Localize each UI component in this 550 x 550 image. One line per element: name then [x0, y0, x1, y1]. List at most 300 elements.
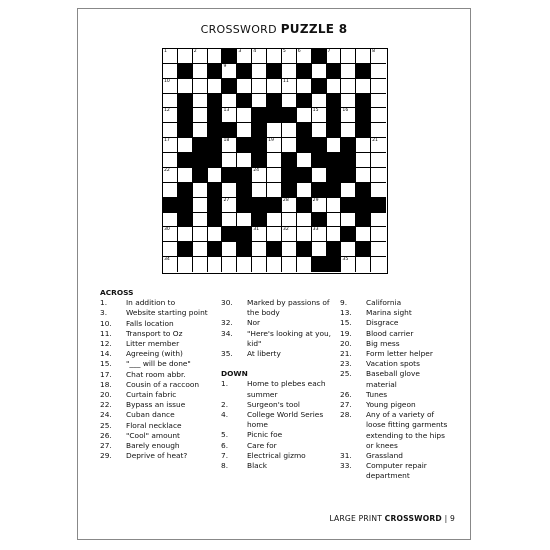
clue-item-number: 21. [340, 349, 352, 359]
clue-number: 4 [253, 49, 257, 54]
clue-item-number: 9. [340, 298, 348, 307]
grid-cell[interactable] [282, 49, 297, 64]
grid-cell[interactable] [267, 183, 282, 198]
clue-item-text: Disgrace [366, 318, 399, 328]
grid-cell[interactable] [341, 213, 356, 228]
grid-cell[interactable] [163, 153, 178, 168]
grid-cell[interactable] [312, 198, 327, 213]
grid-cell[interactable] [163, 257, 178, 272]
grid-cell[interactable] [178, 49, 193, 64]
grid-block [341, 168, 356, 183]
grid-cell[interactable] [163, 213, 178, 228]
clue-item-text: Black [247, 461, 267, 471]
grid-cell[interactable] [356, 49, 371, 64]
grid-cell[interactable] [237, 123, 252, 138]
clue-item-number: 1. [221, 379, 229, 389]
clue-item [340, 318, 452, 328]
clue-number: 28 [282, 197, 289, 203]
clue-item-number: 20. [100, 390, 112, 400]
grid-cell[interactable] [312, 108, 327, 123]
grid-block [237, 64, 252, 79]
clue-item-number: 26. [100, 430, 112, 440]
grid-block [222, 168, 237, 183]
grid-cell[interactable] [297, 257, 312, 272]
grid-cell[interactable] [193, 213, 208, 228]
grid-cell[interactable] [341, 79, 356, 94]
clue-item [340, 390, 452, 400]
clue-number: 30 [164, 227, 170, 233]
grid-cell[interactable] [282, 123, 297, 138]
clue-item [221, 400, 333, 410]
clue-number: 17 [164, 138, 170, 144]
clue-item-number: 11. [100, 328, 112, 338]
clue-item [100, 380, 214, 390]
clue-item-text: Floral necklace [126, 420, 182, 430]
grid-cell[interactable] [178, 168, 193, 183]
grid-block [282, 168, 297, 183]
grid-block [222, 79, 237, 94]
grid-block [312, 138, 327, 153]
grid-cell[interactable] [282, 79, 297, 94]
grid-cell[interactable] [312, 168, 327, 183]
grid-block [282, 108, 297, 123]
footer-bold: CROSSWORD [384, 514, 442, 523]
grid-cell[interactable] [297, 79, 312, 94]
grid-cell[interactable] [222, 153, 237, 168]
grid-cell[interactable] [341, 123, 356, 138]
clue-item [100, 308, 214, 318]
clue-number: 12 [164, 108, 170, 114]
clue-number: 29 [312, 197, 319, 203]
clue-number: 18 [223, 138, 230, 144]
grid-cell[interactable] [252, 227, 267, 242]
grid-cell[interactable] [222, 242, 237, 257]
clue-item-text: Cuban dance [126, 410, 175, 420]
grid-cell[interactable] [297, 153, 312, 168]
grid-block [327, 242, 342, 257]
grid-cell[interactable] [371, 138, 386, 153]
clue-item-number: 32. [221, 318, 233, 328]
grid-block [237, 168, 252, 183]
grid-block [297, 198, 312, 213]
grid-cell[interactable] [327, 198, 342, 213]
grid-cell[interactable] [371, 123, 386, 138]
grid-cell[interactable] [178, 257, 193, 272]
grid-cell[interactable] [163, 183, 178, 198]
grid-cell[interactable] [252, 64, 267, 79]
grid-cell[interactable] [208, 227, 223, 242]
grid-cell[interactable] [267, 79, 282, 94]
clue-item-text: Litter member [126, 339, 180, 349]
grid-cell[interactable] [356, 168, 371, 183]
grid-cell[interactable] [371, 242, 386, 257]
grid-cell[interactable] [193, 257, 208, 272]
grid-block [356, 242, 371, 257]
grid-block [237, 242, 252, 257]
grid-block [252, 213, 267, 228]
grid-block [178, 123, 193, 138]
clue-item-text: Tunes [366, 389, 388, 399]
clue-item-number: 3. [100, 308, 108, 318]
grid-cell[interactable] [341, 242, 356, 257]
grid-cell[interactable] [327, 49, 342, 64]
grid-cell[interactable] [327, 213, 342, 228]
grid-cell[interactable] [267, 168, 282, 183]
grid-cell[interactable] [371, 64, 386, 79]
across-column-2 [221, 298, 333, 471]
clue-item-number: 26. [340, 389, 352, 399]
clue-item [340, 369, 452, 389]
grid-cell[interactable] [341, 108, 356, 123]
clue-number: 25 [342, 167, 349, 173]
clue-item-number: 18. [100, 379, 112, 389]
grid-block [341, 198, 356, 213]
clue-item-number: 22. [100, 400, 112, 410]
clue-item-text: Any of a variety of loose fitting garments extending to the hips or knees [366, 410, 448, 450]
clue-number: 24 [253, 167, 260, 173]
grid-cell[interactable] [193, 49, 208, 64]
grid-block [356, 64, 371, 79]
grid-cell[interactable] [252, 257, 267, 272]
grid-cell[interactable] [341, 64, 356, 79]
grid-cell[interactable] [371, 79, 386, 94]
clue-number: 7 [327, 49, 331, 54]
grid-block [237, 198, 252, 213]
clue-number: 22 [164, 167, 170, 173]
grid-cell[interactable] [237, 49, 252, 64]
clue-item-number: 19. [340, 328, 352, 338]
grid-cell[interactable] [312, 64, 327, 79]
grid-cell[interactable] [267, 153, 282, 168]
grid-block [193, 153, 208, 168]
grid-block [297, 138, 312, 153]
clue-item-text: At liberty [247, 349, 281, 359]
clue-item-text: In addition to [126, 298, 176, 308]
clue-number: 33 [312, 227, 319, 233]
grid-cell[interactable] [327, 138, 342, 153]
grid-cell[interactable] [193, 242, 208, 257]
grid-block [267, 64, 282, 79]
grid-cell[interactable] [267, 227, 282, 242]
grid-block [178, 213, 193, 228]
grid-cell[interactable] [267, 123, 282, 138]
grid-cell[interactable] [312, 94, 327, 109]
clue-number: 3 [238, 49, 242, 54]
clue-item-text: Marked by passions of the body [247, 298, 330, 318]
grid-cell[interactable] [163, 49, 178, 64]
grid-cell[interactable] [163, 108, 178, 123]
grid-cell[interactable] [282, 64, 297, 79]
clue-item-text: Transport to Oz [126, 328, 183, 338]
grid-block [371, 198, 386, 213]
grid-block [222, 227, 237, 242]
grid-block [222, 49, 237, 64]
clue-item [221, 461, 333, 471]
grid-block [222, 123, 237, 138]
grid-cell[interactable] [178, 227, 193, 242]
grid-block [237, 183, 252, 198]
clue-number: 8 [372, 49, 376, 54]
grid-block [297, 168, 312, 183]
clue-number: 34 [164, 257, 170, 263]
grid-cell[interactable] [222, 94, 237, 109]
grid-block [208, 153, 223, 168]
clue-item-text: Young pigeon [366, 400, 416, 410]
grid-cell[interactable] [371, 94, 386, 109]
grid-cell[interactable] [193, 79, 208, 94]
grid-block [267, 198, 282, 213]
clue-item-text: Curtain fabric [126, 390, 177, 400]
grid-block [327, 94, 342, 109]
grid-cell[interactable] [178, 138, 193, 153]
grid-cell[interactable] [252, 168, 267, 183]
clue-item-text: Big mess [366, 338, 400, 348]
grid-cell[interactable] [297, 108, 312, 123]
clue-item-number: 25. [340, 369, 352, 379]
clue-item-text: Surgeon's tool [247, 399, 300, 409]
clue-item [221, 379, 333, 399]
clue-item [221, 451, 333, 461]
clue-number: 5 [282, 49, 286, 54]
grid-cell[interactable] [282, 198, 297, 213]
grid-block [163, 198, 178, 213]
grid-block [282, 183, 297, 198]
clue-item-text: Baseball glove material [366, 369, 420, 389]
grid-block [312, 257, 327, 272]
clue-item-number: 27. [340, 400, 352, 410]
grid-cell[interactable] [282, 227, 297, 242]
grid-cell[interactable] [163, 64, 178, 79]
grid-cell[interactable] [356, 257, 371, 272]
grid-cell[interactable] [267, 257, 282, 272]
grid-cell[interactable] [163, 138, 178, 153]
clue-item [100, 359, 214, 369]
grid-cell[interactable] [193, 108, 208, 123]
grid-cell[interactable] [356, 138, 371, 153]
grid-cell[interactable] [237, 153, 252, 168]
grid-cell[interactable] [222, 198, 237, 213]
grid-cell[interactable] [282, 213, 297, 228]
grid-cell[interactable] [208, 168, 223, 183]
grid-cell[interactable] [341, 49, 356, 64]
clue-item-number: 1. [100, 298, 108, 308]
grid-block [282, 153, 297, 168]
grid-block [327, 183, 342, 198]
grid-cell[interactable] [267, 138, 282, 153]
clue-item-number: 7. [221, 450, 229, 460]
grid-block [208, 94, 223, 109]
clue-item-number: 6. [221, 440, 229, 450]
grid-cell[interactable] [193, 227, 208, 242]
grid-cell[interactable] [193, 123, 208, 138]
clue-item-number: 10. [100, 318, 112, 328]
grid-block [208, 213, 223, 228]
grid-block [297, 64, 312, 79]
grid-cell[interactable] [237, 213, 252, 228]
grid-cell[interactable] [327, 227, 342, 242]
grid-cell[interactable] [193, 183, 208, 198]
clue-item-text: Bypass an issue [126, 400, 186, 410]
grid-cell[interactable] [282, 138, 297, 153]
grid-cell[interactable] [312, 242, 327, 257]
grid-cell[interactable] [222, 138, 237, 153]
grid-block [356, 94, 371, 109]
grid-block [356, 198, 371, 213]
grid-cell[interactable] [237, 108, 252, 123]
grid-cell[interactable] [222, 213, 237, 228]
grid-cell[interactable] [297, 213, 312, 228]
grid-cell[interactable] [222, 108, 237, 123]
grid-cell[interactable] [371, 183, 386, 198]
grid-cell[interactable] [208, 49, 223, 64]
clue-number: 19 [268, 138, 274, 144]
grid-block [312, 49, 327, 64]
clue-item [100, 349, 214, 359]
grid-cell[interactable] [371, 227, 386, 242]
grid-cell[interactable] [252, 183, 267, 198]
clue-item-text: "___ will be done" [126, 359, 191, 369]
grid-block [252, 198, 267, 213]
clue-number: 10 [164, 78, 170, 84]
clue-item-number: 12. [100, 339, 112, 349]
clue-item [340, 410, 452, 451]
footer-prefix: LARGE PRINT [329, 514, 383, 523]
grid-cell[interactable] [178, 79, 193, 94]
grid-block [327, 153, 342, 168]
grid-cell[interactable] [252, 242, 267, 257]
grid-cell[interactable] [356, 79, 371, 94]
grid-block [327, 108, 342, 123]
grid-cell[interactable] [356, 153, 371, 168]
title-bold: PUZZLE 8 [280, 22, 348, 36]
grid-cell[interactable] [371, 108, 386, 123]
grid-cell[interactable] [193, 64, 208, 79]
grid-block [356, 123, 371, 138]
clue-number: 23 [193, 167, 200, 173]
grid-cell[interactable] [356, 227, 371, 242]
clue-item-number: 5. [221, 430, 229, 440]
clue-item [221, 349, 333, 359]
grid-cell[interactable] [252, 94, 267, 109]
grid-block [297, 242, 312, 257]
clue-number: 15 [312, 108, 319, 114]
grid-cell[interactable] [193, 198, 208, 213]
grid-cell[interactable] [222, 257, 237, 272]
grid-cell[interactable] [252, 79, 267, 94]
grid-block [178, 183, 193, 198]
grid-cell[interactable] [163, 227, 178, 242]
grid-cell[interactable] [237, 257, 252, 272]
grid-cell[interactable] [341, 94, 356, 109]
grid-cell[interactable] [163, 79, 178, 94]
clue-number: 21 [372, 138, 378, 144]
grid-cell[interactable] [163, 168, 178, 183]
clue-item-number: 13. [340, 308, 352, 318]
grid-block [252, 138, 267, 153]
grid-block [208, 108, 223, 123]
grid-block [237, 227, 252, 242]
grid-block [178, 242, 193, 257]
clue-item-text: Picnic foe [247, 430, 283, 440]
clue-item [340, 298, 452, 308]
grid-cell[interactable] [222, 64, 237, 79]
grid-cell[interactable] [282, 242, 297, 257]
grid-cell[interactable] [208, 79, 223, 94]
clue-item-text: Care for [247, 440, 277, 450]
clue-item-number: 23. [340, 359, 352, 369]
grid-cell[interactable] [297, 183, 312, 198]
grid-cell[interactable] [193, 94, 208, 109]
grid-block [252, 108, 267, 123]
grid-cell[interactable] [312, 227, 327, 242]
page-number: 9 [449, 514, 455, 523]
clue-item-text: Cousin of a raccoon [126, 379, 200, 389]
clue-number: 6 [297, 49, 301, 54]
clue-number: 11 [282, 78, 289, 84]
crossword-grid[interactable] [162, 48, 388, 274]
across-column-1 [100, 288, 214, 461]
grid-cell[interactable] [208, 257, 223, 272]
grid-cell[interactable] [371, 153, 386, 168]
clue-item [221, 329, 333, 349]
grid-cell[interactable] [252, 49, 267, 64]
grid-cell[interactable] [371, 257, 386, 272]
grid-cell[interactable] [371, 213, 386, 228]
grid-cell[interactable] [267, 49, 282, 64]
clue-item [100, 329, 214, 339]
grid-block [356, 108, 371, 123]
clue-item-text: Grassland [366, 451, 403, 461]
clue-item-number: 27. [100, 441, 112, 451]
clue-item [100, 400, 214, 410]
page-footer [329, 514, 455, 523]
grid-cell[interactable] [282, 94, 297, 109]
clue-item-number: 24. [100, 410, 112, 420]
grid-cell[interactable] [282, 257, 297, 272]
grid-cell[interactable] [371, 168, 386, 183]
grid-cell[interactable] [312, 123, 327, 138]
grid-block [252, 153, 267, 168]
clue-item [221, 298, 333, 318]
grid-cell[interactable] [163, 123, 178, 138]
clue-item [221, 441, 333, 451]
clue-item-text: Home to plebes each summer [247, 379, 326, 399]
clue-number: 1 [164, 49, 167, 54]
grid-block [341, 153, 356, 168]
clue-item [340, 461, 452, 481]
clue-item-text: Computer repair department [366, 461, 427, 481]
clue-number: 32 [282, 227, 289, 233]
grid-cell[interactable] [297, 227, 312, 242]
grid-cell[interactable] [341, 183, 356, 198]
grid-cell[interactable] [327, 79, 342, 94]
grid-cell[interactable] [267, 213, 282, 228]
grid-cell[interactable] [237, 79, 252, 94]
grid-cell[interactable] [163, 94, 178, 109]
grid-cell[interactable] [163, 242, 178, 257]
grid-cell[interactable] [341, 257, 356, 272]
clue-item-text: Agreeing (with) [126, 349, 183, 359]
clue-item-text: College World Series home [247, 410, 324, 430]
grid-block [312, 183, 327, 198]
clue-item [340, 359, 452, 369]
grid-cell[interactable] [297, 49, 312, 64]
grid-cell[interactable] [222, 183, 237, 198]
grid-block [267, 108, 282, 123]
clue-item [340, 400, 452, 410]
grid-cell[interactable] [371, 49, 386, 64]
grid-block [208, 138, 223, 153]
